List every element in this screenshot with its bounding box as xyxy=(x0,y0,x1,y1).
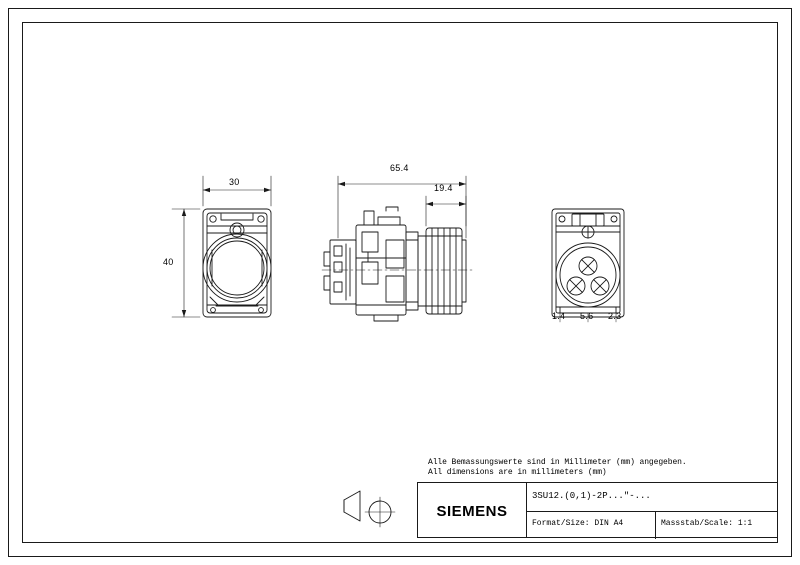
title-block-divider-vertical xyxy=(526,483,527,537)
dimension-rear-a: 1.4 xyxy=(552,311,566,321)
title-block xyxy=(417,482,778,538)
title-block-divider-horizontal xyxy=(526,511,777,512)
dimension-side-length: 65.4 xyxy=(390,163,409,173)
note-english: All dimensions are in millimeters (mm) xyxy=(428,468,607,477)
dimension-notes xyxy=(428,458,687,478)
sheet-format-label: Format/Size: DIN A4 xyxy=(532,519,624,528)
note-german: Alle Bemassungswerte sind in Millimeter (mm) angegeben. xyxy=(428,458,687,467)
dimension-front-width: 30 xyxy=(229,177,240,187)
title-block-divider-vertical-2 xyxy=(655,511,656,539)
dimension-rear-c: 2.3 xyxy=(608,311,622,321)
siemens-logo: SIEMENS xyxy=(436,502,508,520)
dimension-front-height: 40 xyxy=(163,257,174,267)
dimension-rear-b: 5.6 xyxy=(580,311,594,321)
part-number: 3SU12.(0,1)-2P..."-... xyxy=(532,491,651,501)
scale-label: Massstab/Scale: 1:1 xyxy=(661,519,753,528)
dimension-side-bezel: 19.4 xyxy=(434,183,453,193)
